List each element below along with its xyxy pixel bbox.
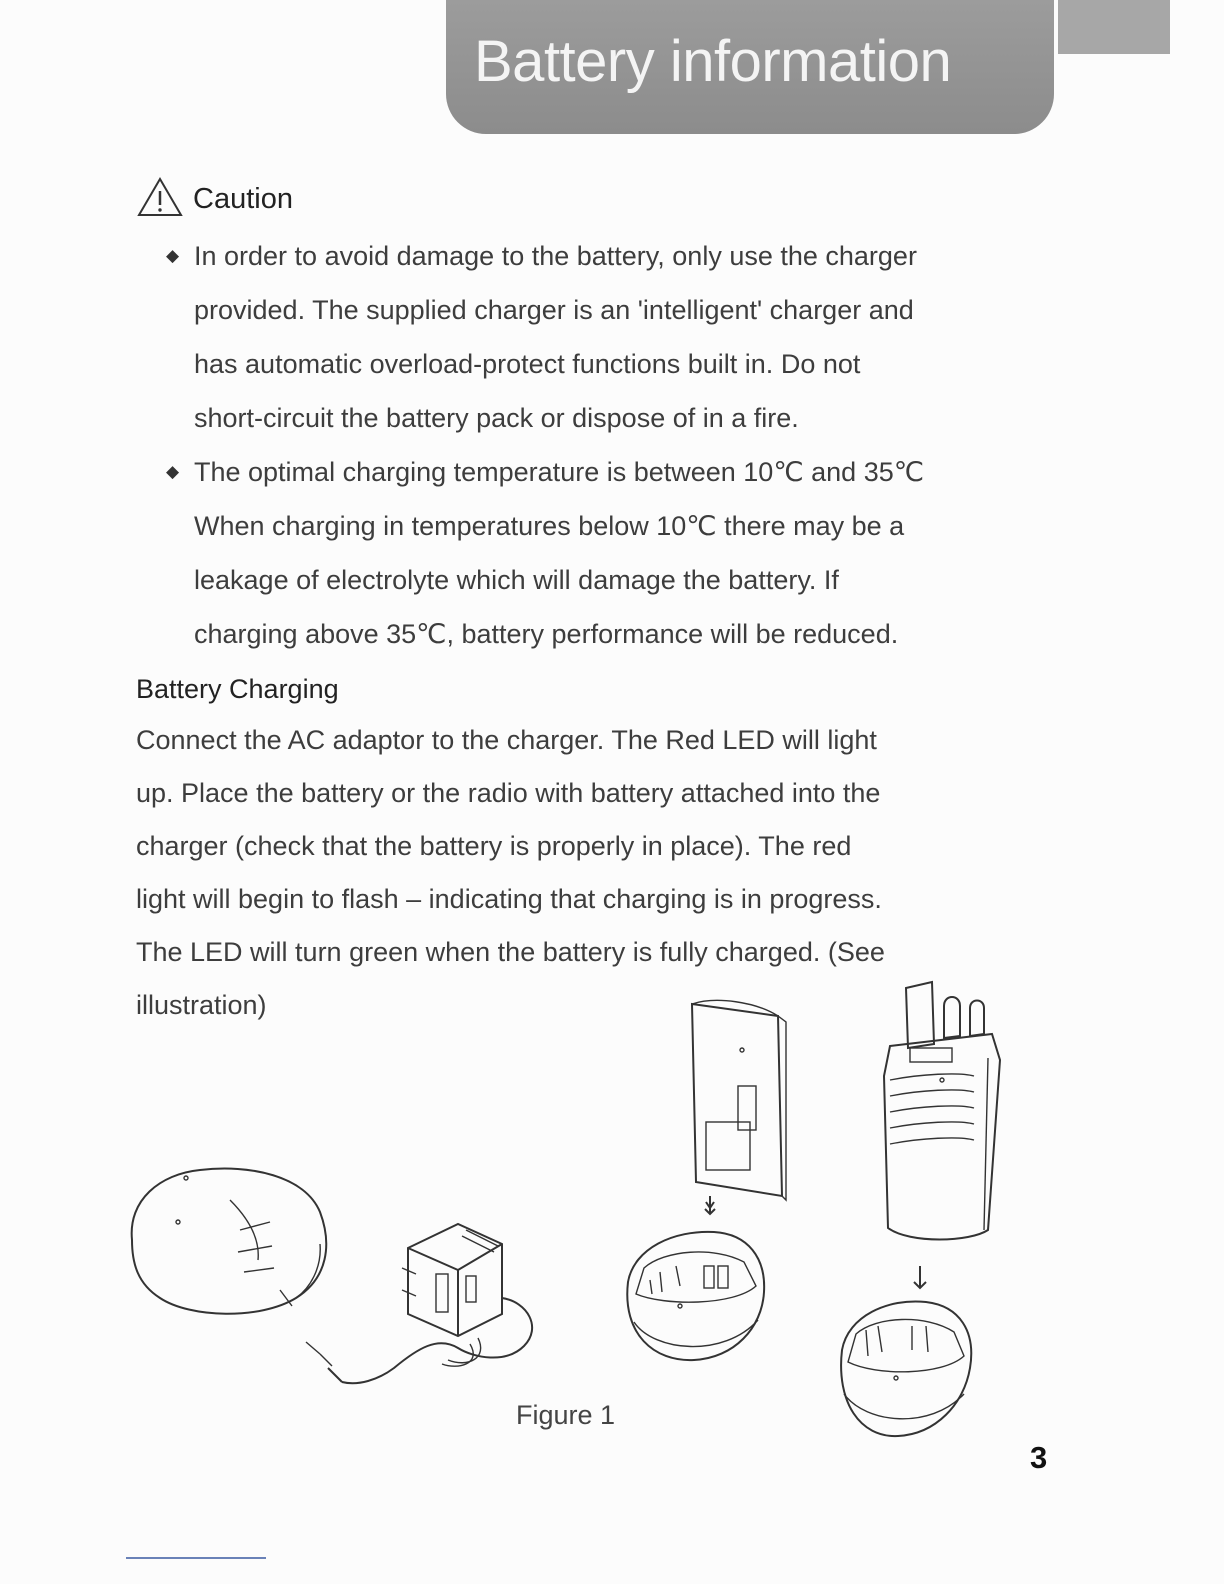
charger-with-radio-illustration [826,1290,976,1444]
caution-line: provided. The supplied charger is an 'intelligent' charger and [194,295,914,325]
bullet-diamond-icon: ◆ [166,246,180,265]
caution-line: short-circuit the battery pack or dispose of in a fire. [194,403,799,433]
down-arrow-icon [910,1264,930,1292]
caution-line: leakage of electrolyte which will damage the battery. If [194,565,839,595]
body-line: illustration) [136,990,267,1020]
body-line: The LED will turn green when the battery is fully charged. (See [136,937,885,967]
bullet-diamond-icon: ◆ [166,462,180,481]
body-line: up. Place the battery or the radio with battery attached into the [136,778,881,808]
caution-line: charging above 35℃, battery performance will be reduced. [194,619,899,649]
caution-line: The optimal charging temperature is between 10℃ and 35℃ [194,457,925,487]
body-line: charger (check that the battery is properly in place). The red [136,831,852,861]
header-tab-accent [1058,0,1170,54]
body-line: Connect the AC adaptor to the charger. The Red LED will light [136,725,877,755]
section-heading: Battery Charging [136,674,339,704]
figure-caption: Figure 1 [516,1400,616,1430]
caution-line: In order to avoid damage to the battery, only use the charger [194,241,917,271]
caution-line: has automatic overload-protect functions built in. Do not [194,349,861,379]
page-title: Battery information [474,29,952,94]
ac-adaptor-illustration [298,1218,548,1390]
caution-label: Caution [193,183,293,215]
charger-with-battery-illustration [614,1222,774,1366]
down-arrow-icon [700,1198,720,1218]
footer-rule [126,1557,266,1559]
radio-illustration [880,980,1008,1248]
battery-pack-illustration [686,996,796,1206]
caution-heading [136,176,293,223]
caution-line: When charging in temperatures below 10℃ there may be a [194,511,905,541]
page-number: 3 [1030,1440,1048,1475]
warning-triangle-icon [136,176,184,223]
body-line: light will begin to flash – indicating that charging is in progress. [136,884,882,914]
